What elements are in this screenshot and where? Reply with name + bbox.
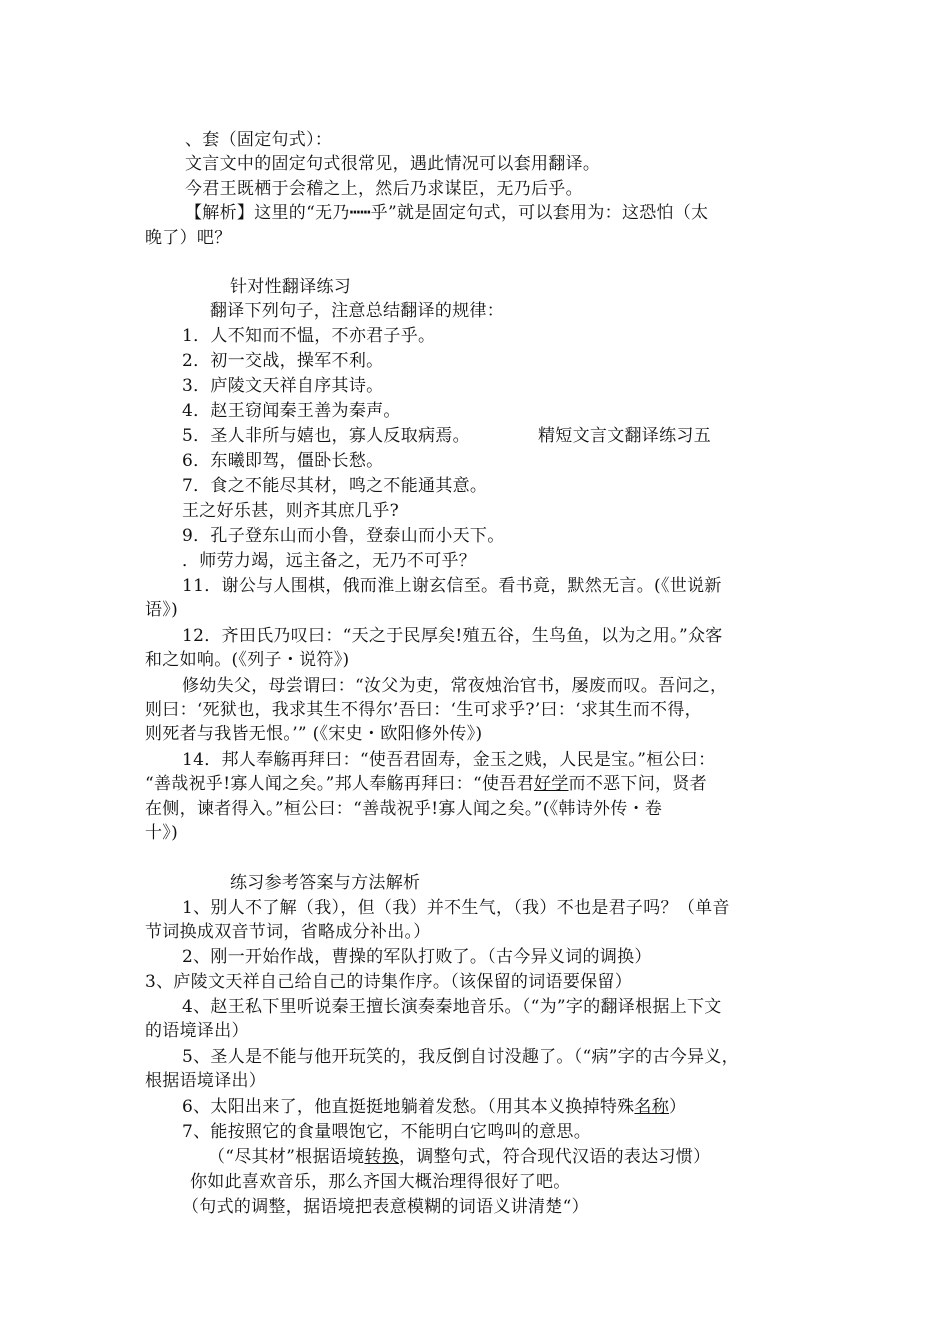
underlined-word: 好学 bbox=[533, 774, 569, 794]
answer-note: （句式的调整，据语境把表意模糊的词语义讲清楚“） bbox=[182, 1197, 589, 1217]
answer-note bbox=[208, 1145, 873, 1169]
answer-item-cont: 的语境译出） bbox=[145, 1021, 249, 1041]
text-run: 6、太阳出来了，他直挺挺地躺着发愁。（用其本义换掉特殊 bbox=[182, 1097, 635, 1117]
text-run: ，调整句式，符合现代汉语的表达习惯） bbox=[399, 1147, 711, 1167]
question-item-cont: 和之如响。(《列子・说符》) bbox=[145, 650, 350, 670]
question-item: 11．谢公与人围棋，俄而淮上谢玄信至。看书竟，默然无言。(《世说新 bbox=[182, 576, 722, 596]
answer-item-cont: 节词换成双音节词，省略成分补出。） bbox=[145, 922, 431, 942]
example-sentence: 今君王既栖于会稽之上，然后乃求谋臣，无乃后乎。 bbox=[185, 179, 583, 199]
question-item-cont bbox=[145, 772, 810, 796]
answer-item: 5、圣人是不能与他开玩笑的，我反倒自讨没趣了。（“病”字的古今异义， bbox=[182, 1047, 739, 1067]
question-item: 4．赵王窃闻秦王善为秦声。 bbox=[182, 401, 401, 421]
underlined-word: 转换 bbox=[364, 1147, 399, 1167]
paragraph-line: 文言文中的固定句式很常见，遇此情况可以套用翻译。 bbox=[185, 154, 601, 174]
question-item: 14．邦人奉觞再拜曰：“使吾君固寿，金玉之贱，人民是宝。”桓公曰： bbox=[182, 750, 716, 770]
question-item: 王之好乐甚，则齐其庶几乎? bbox=[182, 501, 400, 521]
text-run: “善哉祝乎!寡人闻之矣。”邦人奉觞再拜曰：“使吾君 bbox=[145, 774, 534, 794]
side-title: 精短文言文翻译练习五 bbox=[538, 426, 711, 446]
question-item-cont: 在侧，谏者得入。”桓公曰：“善哉祝乎!寡人闻之矣。”(《韩诗外传・卷 bbox=[145, 799, 663, 819]
answer-item: 你如此喜欢音乐，那么齐国大概治理得很好了吧。 bbox=[190, 1172, 571, 1192]
question-item: 12．齐田氏乃叹曰：“天之于民厚矣!殖五谷，生鸟鱼，以为之用。”众客 bbox=[182, 626, 723, 646]
question-item-cont: 语》) bbox=[145, 600, 179, 620]
question-item: 5．圣人非所与嬉也，寡人反取病焉。 bbox=[182, 426, 470, 446]
answer-item: 3、庐陵文天祥自己给自己的诗集作序。（该保留的词语要保留） bbox=[145, 972, 633, 992]
practice-heading: 针对性翻译练习 bbox=[230, 277, 352, 297]
question-item: 6．东曦即驾，僵卧长愁。 bbox=[182, 451, 384, 471]
question-item: 9．孔子登东山而小鲁，登泰山而小天下。 bbox=[182, 526, 505, 546]
answers-heading: 练习参考答案与方法解析 bbox=[230, 873, 421, 893]
question-item-cont: 则死者与我皆无恨。’” (《宋史・欧阳修外传》) bbox=[145, 724, 483, 744]
question-item: 1．人不知而不愠，不亦君子乎。 bbox=[182, 326, 436, 346]
text-run: 而不恶下问，贤者 bbox=[568, 774, 707, 794]
answer-item: 4、赵王私下里听说秦王擅长演奏秦地音乐。（“为”字的翻译根据上下文 bbox=[182, 997, 722, 1017]
answer-item-cont: 根据语境译出） bbox=[145, 1071, 267, 1091]
analysis-line: 晚了）吧？ bbox=[145, 228, 232, 248]
question-item-cont: 则曰：‘死狱也，我求其生不得尔’吾曰：‘生可求乎?’曰：‘求其生而不得， bbox=[145, 700, 702, 720]
answer-item bbox=[182, 1095, 847, 1119]
underlined-word: 名称 bbox=[634, 1097, 670, 1117]
answer-item: 7、能按照它的食量喂饱它，不能明白它鸣叫的意思。 bbox=[182, 1122, 592, 1142]
text-run: ） bbox=[669, 1097, 687, 1117]
question-item-cont: 十》) bbox=[145, 823, 179, 843]
answer-item: 1、别人不了解（我），但（我）并不生气，（我）不也是君子吗？（单音 bbox=[182, 898, 730, 918]
question-item: 2．初一交战，操军不利。 bbox=[182, 351, 384, 371]
section-title: 、套（固定句式）： bbox=[185, 130, 333, 150]
answer-item: 2、刚一开始作战，曹操的军队打败了。（古今异义词的调换） bbox=[182, 947, 652, 967]
question-item: 7．食之不能尽其材，鸣之不能通其意。 bbox=[182, 476, 488, 496]
question-item: 修幼失父，母尝谓曰：“汝父为吏，常夜烛治官书，屡废而叹。吾问之， bbox=[182, 676, 728, 696]
text-run: （“尽其材”根据语境 bbox=[208, 1147, 365, 1167]
practice-instruction: 翻译下列句子，注意总结翻译的规律： bbox=[210, 301, 505, 321]
question-item: ．师劳力竭，远主备之，无乃不可乎？ bbox=[182, 551, 477, 571]
analysis-line: 【解析】这里的“无乃┅┅乎”就是固定句式，可以套用为：这恐怕（太 bbox=[185, 203, 709, 223]
question-item: 3．庐陵文天祥自序其诗。 bbox=[182, 376, 384, 396]
